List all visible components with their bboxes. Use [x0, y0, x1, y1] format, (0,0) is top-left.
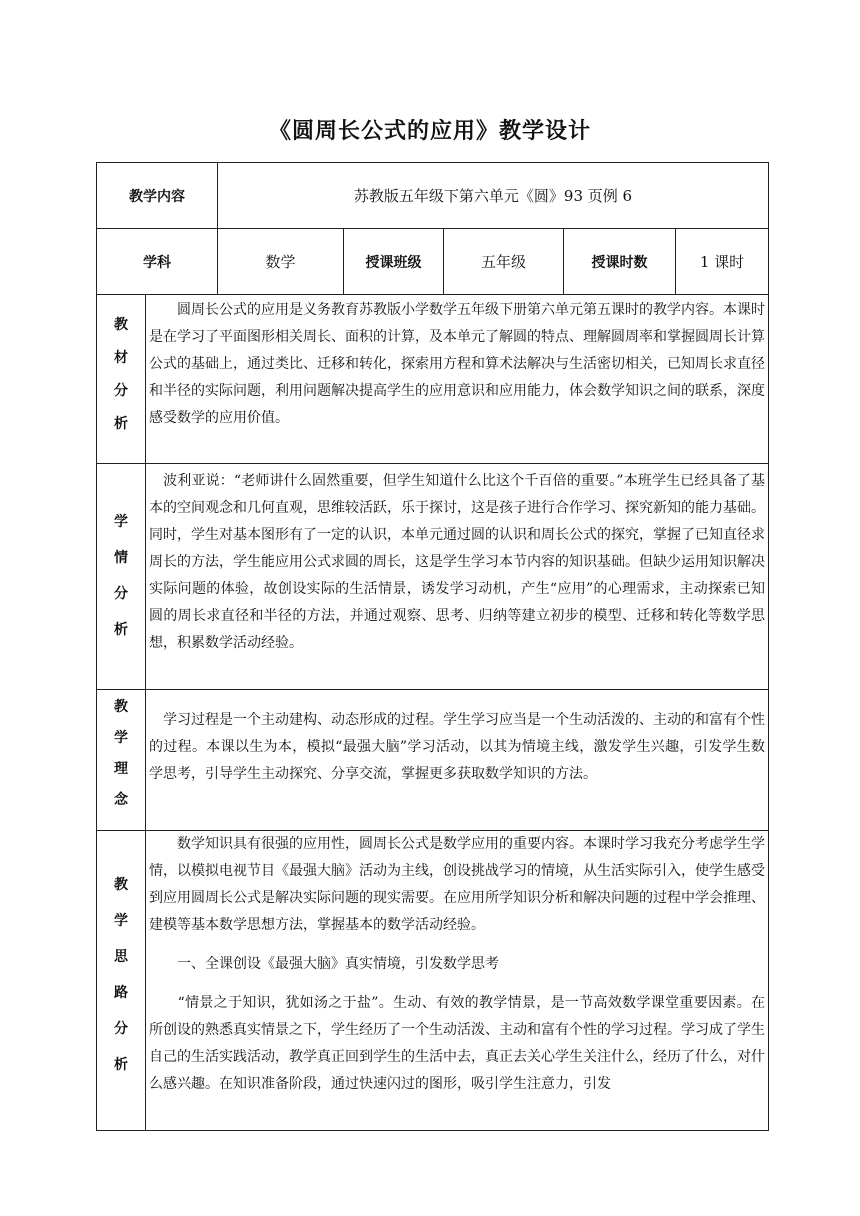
- material-analysis-label: 教 材 分 析: [97, 295, 146, 464]
- teaching-approach-cell: [146, 831, 769, 1131]
- material-analysis-cell: [146, 295, 769, 464]
- info-row: [97, 229, 769, 295]
- teaching-philosophy-cell: [146, 690, 769, 831]
- teaching-approach-paragraph-2: “情景之于知识，犹如汤之于盐”。生动、有效的教学情景，是一节高效数学课堂重要因素。在所创设的熟悉真实情景之下，学生经历了一个生动活泼、主动和富有个性的学习过程。学习成了学生自己的生活实践活动，教学真正回到学生的生活中去，真正去关心学生关注什么，经历了什么，对什么感兴趣。在知识准备阶段，通过快速闪过的图形，吸引学生注意力，引发: [149, 995, 766, 1092]
- lesson-plan-table: [96, 162, 769, 1131]
- hours-label: 授课时数: [564, 229, 676, 295]
- student-analysis-cell: [146, 464, 769, 690]
- student-analysis-text: 波利亚说：“老师讲什么固然重要，但学生知道什么比这个千百倍的重要。”本班学生已经具备了基本的空间观念和几何直观，思维较活跃，乐于探讨，这是孩子进行合作学习、探究新知的能力基础。同时，学生对基本图形有了一定的认识，本单元通过圆的认识和周长公式的探究，掌握了已知直径求周长的方法，学生能应用公式求圆的周长，这是学生学习本节内容的知识基础。但缺少运用知识解决实际问题的体验，故创设实际的生活情景，诱发学习动机，产生“应用”的心理需求，主动探索已知圆的周长求直径和半径的方法，并通过观察、思考、归纳等建立初步的模型、迁移和转化等数学思想，积累数学活动经验。: [149, 473, 766, 651]
- subject-value: 数学: [218, 229, 344, 295]
- content-value: 苏教版五年级下第六单元《圆》93 页例 6: [218, 163, 769, 229]
- teaching-philosophy-row: [97, 690, 769, 831]
- student-analysis-row: [97, 464, 769, 690]
- teaching-approach-paragraph-1: 数学知识具有很强的应用性，圆周长公式是数学应用的重要内容。本课时学习我充分考虑学生学情，以模拟电视节目《最强大脑》活动为主线，创设挑战学习的情境，从生活实际引入，使学生感受到应用圆周长公式是解决实际问题的现实需要。在应用所学知识分析和解决问题的过程中学会推理、建模等基本数学思想方法，掌握基本的数学活动经验。: [149, 836, 766, 933]
- material-analysis-text: 圆周长公式的应用是义务教育苏教版小学数学五年级下册第六单元第五课时的教学内容。本课时是在学习了平面图形相关周长、面积的计算，及本单元了解圆的特点、理解圆周率和掌握圆周长计算公式的基础上，通过类比、迁移和转化，探索用方程和算术法解决与生活密切相关，已知周长求直径和半径的实际问题，利用问题解决提高学生的应用意识和应用能力，体会数学知识之间的联系，深度感受数学的应用价值。: [149, 302, 766, 426]
- student-analysis-label: 学 情 分 析: [97, 464, 146, 690]
- subject-label: 学科: [97, 229, 218, 295]
- material-analysis-row: [97, 295, 769, 464]
- content-row: [97, 163, 769, 229]
- teaching-approach-label: 教 学 思 路 分 析: [97, 831, 146, 1131]
- hours-value: 1 课时: [676, 229, 769, 295]
- class-value: 五年级: [444, 229, 564, 295]
- teaching-approach-row: [97, 831, 769, 1131]
- class-label: 授课班级: [344, 229, 444, 295]
- teaching-philosophy-label: 教 学 理 念: [97, 690, 146, 831]
- content-label: 教学内容: [97, 163, 218, 229]
- teaching-approach-heading-1: 一、全课创设《最强大脑》真实情境，引发数学思考: [149, 956, 499, 972]
- teaching-philosophy-text: 学习过程是一个主动建构、动态形成的过程。学生学习应当是一个生动活泼的、主动的和富有个性的过程。本课以生为本，模拟“最强大脑”学习活动，以其为情境主线，激发学生兴趣，引发学生数学思考，引导学生主动探究、分享交流，掌握更多获取数学知识的方法。: [149, 712, 766, 782]
- page-title: 《圆周长公式的应用》教学设计: [268, 119, 591, 144]
